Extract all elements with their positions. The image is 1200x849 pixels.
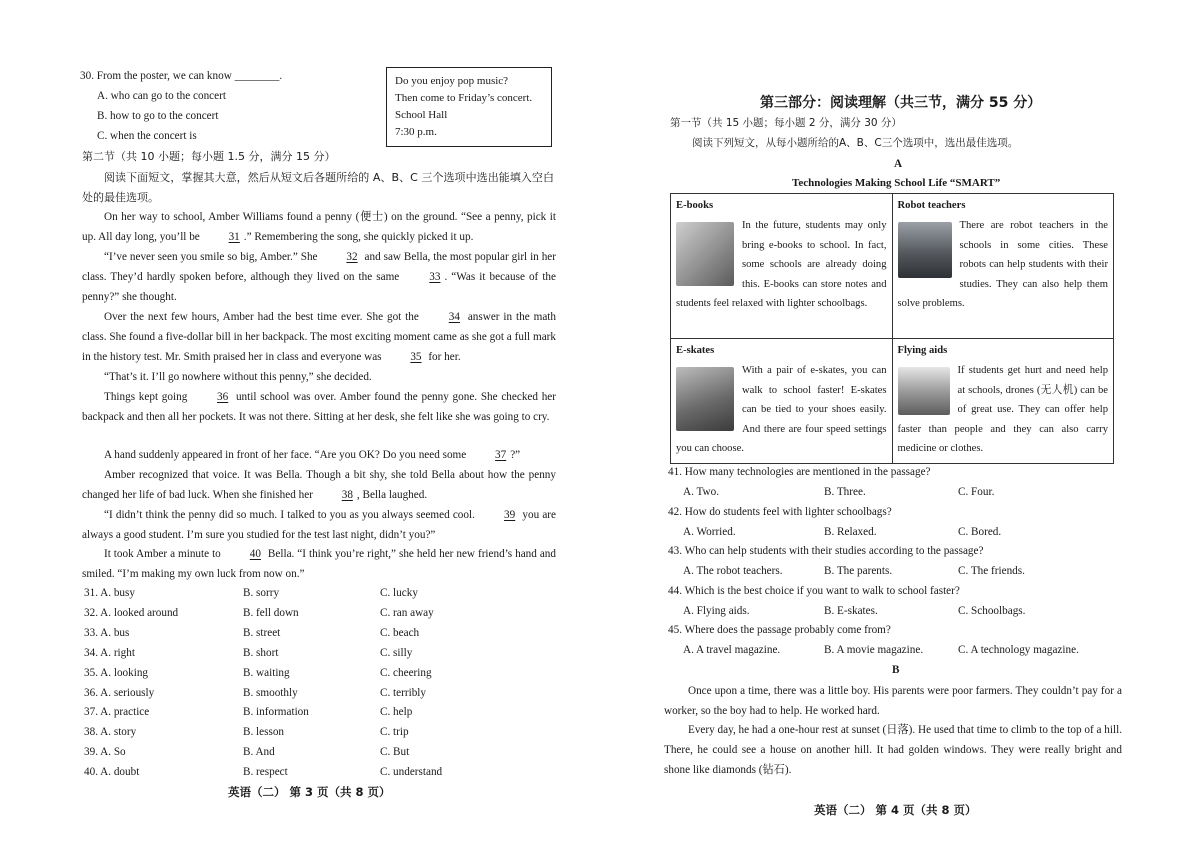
passage-b-letter: B [892,664,900,676]
answer-option: 38. A. story [84,726,137,739]
answer-option: B. short [243,646,279,659]
answer-option: C. But [380,746,410,759]
question-option: A. Worried. [683,525,736,538]
question-stem: 42. How do students feel with lighter schoolbags? [668,505,892,518]
skates-image [676,367,734,431]
blank-36: 36 [217,391,229,403]
passage-paragraph: “That’s it. I’ll go nowhere without this penny,” she decided. [104,371,372,383]
answer-option: 40. A. doubt [84,766,140,779]
question-option: B. Relaxed. [824,525,877,538]
tech-title: Robot teachers [897,200,966,211]
passage-text: A hand suddenly appeared in front of her face. “Are you OK? Do you need some [104,449,470,461]
question-option: A. Flying aids. [683,604,750,617]
drone-image [898,367,950,415]
poster-line: Do you enjoy pop music? [395,75,509,87]
answer-option: C. understand [380,766,443,779]
answer-option: B. street [243,626,281,639]
ebook-image [676,222,734,286]
passage-b-paragraph: Every day, he had a one-hour rest at sunset (日落). He used that time to climb to the top of a hill. There, he could see a house on another hill. It had golden windows. They were really bright and shone like diamonds (钻石). [664,724,1122,776]
passage-text: Amber recognized that voice. It was Bella. Though a bit shy, she told Bella about how the penny changed her life of bad luck. When she finished her [82,469,556,501]
passage-text: for her. [425,350,461,363]
tech-cell-flying-aids [892,339,1114,464]
blank-35: 35 [410,350,422,363]
section1-instruction: 阅读下列短文，从每小题所给的A、B、C三个选项中，选出最佳选项。 [692,137,1019,149]
passage-text: ?” [510,449,521,461]
passage-text: Over the next few hours, Amber had the best time ever. She got the [104,311,423,323]
question-stem: 41. How many technologies are mentioned in the passage? [668,466,931,478]
robot-image [898,222,952,278]
page-footer: 英语（二） 第 4 页（共 8 页） [814,803,977,817]
tech-text: With a pair of e-skates, you can walk to school faster! E-skates can be tied to your shoes easily. And there are four speed settings you can choose. [676,365,887,455]
answer-option: C. cheering [380,666,432,679]
answer-option: B. respect [243,766,288,779]
passage-text: “I’ve never seen you smile so big, Amber.” She [104,251,321,263]
passage-text: Bella. “I think you’re right,” she held her new friend’s hand and smiled. “I’m making my own luck from now on.” [82,548,556,580]
tech-cell-e-skates [671,339,893,464]
part-title: 第三部分：阅读理解（共三节，满分 55 分） [760,95,1042,111]
page-footer: 英语（二） 第 3 页（共 8 页） [228,785,391,799]
blank-37: 37 [495,449,507,461]
blank-39: 39 [504,509,516,521]
answer-option: C. help [380,706,413,719]
answer-option: 35. A. looking [84,666,149,679]
passage-text: .” Remembering the song, she quickly picked it up. [243,230,474,243]
technology-table [670,193,1114,464]
question-option: C. The friends. [958,565,1025,578]
blank-40: 40 [249,548,261,560]
answer-option: C. silly [380,646,413,659]
blank-34: 34 [448,311,460,323]
question-option: B. The parents. [824,565,893,578]
q30-option-b: B. how to go to the concert [97,110,219,122]
tech-cell-robot-teachers [892,194,1114,339]
question-option: C. Four. [958,486,995,498]
section2-title: 第二节（共 10 小题；每小题 1.5 分，满分 15 分） [82,150,336,163]
answer-option: B. smoothly [243,686,298,699]
passage-a-title: Technologies Making School Life “SMART” [792,177,1001,189]
question-option: C. Schoolbags. [958,604,1026,617]
blank-32: 32 [346,251,358,263]
passage-text: until school was over. Amber found the penny gone. She checked her backpack and then all her pockets. It was not there. Sitting at her desk, she felt like she was going to cry. [82,391,556,423]
passage-text: Things kept going [104,391,192,403]
answer-option: 39. A. So [84,746,126,759]
answer-option: C. ran away [380,606,434,619]
answer-option: C. trip [380,726,409,739]
answer-option: 34. A. right [84,646,135,659]
passage-text: “I didn’t think the penny did so much. I talked to you as you always seemed cool. [104,509,479,521]
passage-text: you are always a good student. I’m sure you studied for the test last night, didn’t you?” [82,509,556,541]
answer-option: 37. A. practice [84,706,150,719]
tech-cell-ebooks [671,194,893,339]
answer-option: C. lucky [380,587,418,599]
passage-a-letter: A [894,158,903,170]
passage-text: and saw Bella, the most popular girl in her class. They’d hardly spoken before, although they lived on the same [82,251,556,283]
answer-option: C. terribly [380,686,426,699]
answer-option: 36. A. seriously [84,686,155,699]
passage-text: It took Amber a minute to [104,548,224,560]
answer-option: B. lesson [243,726,285,739]
tech-text: In the future, students may only bring e-books to school. In fact, some schools are already doing this. E-books can store notes and students feel relaxed with lighter schoolbags. [676,220,887,310]
section1-title: 第一节（共 15 小题；每小题 2 分，满分 30 分） [670,117,902,129]
passage-text: answer in the math class. She found a five-dollar bill in her backpack. The most exciting moment came as she got a full mark in the history test. Mr. Smith praised her in class and everyone was [82,311,556,363]
poster-line: School Hall [395,109,448,121]
q30-option-a: A. who can go to the concert [97,90,226,102]
question-option: C. A technology magazine. [958,644,1079,657]
question-option: B. A movie magazine. [824,644,924,657]
q30-option-c: C. when the concert is [97,130,197,142]
question-option: B. E-skates. [824,604,878,617]
poster-line: 7:30 p.m. [395,126,437,138]
section2-instruction: 阅读下面短文，掌握其大意，然后从短文后各题所给的 A、B、C 三个选项中选出能填入空白处的最佳选项。 [82,171,554,204]
answer-option: B. waiting [243,666,290,679]
q30-stem: 30. From the poster, we can know ________. [80,70,283,82]
answer-option: B. sorry [243,587,280,599]
question-option: A. A travel magazine. [683,644,781,657]
answer-option: B. And [243,746,275,759]
blank-38: 38 [341,488,353,501]
question-option: A. The robot teachers. [683,565,783,578]
question-stem: 44. Which is the best choice if you want to walk to school faster? [668,584,960,597]
answer-option: 31. A. busy [84,587,135,599]
tech-text: If students get hurt and need help at schools, drones (无人机) can be of great use. They can offer help faster than people and they can also carry medicine or clothes. [897,365,1108,455]
poster-line: Then come to Friday’s concert. [395,92,533,104]
tech-title: Flying aids [897,345,948,356]
tech-title: E-skates [676,345,715,356]
tech-text: There are robot teachers in the schools in some cities. These robots can help students with their studies. They can also help them solve problems. [897,220,1108,310]
question-stem: 43. Who can help students with their studies according to the passage? [668,545,984,558]
blank-33: 33 [429,270,441,283]
answer-option: 33. A. bus [84,626,130,639]
blank-31: 31 [228,230,240,243]
tech-title: E-books [676,200,714,211]
passage-text: . “Was it because of the penny?” she thought. [82,270,556,303]
passage-text: On her way to school, Amber Williams found a penny (便士) on the ground. “See a penny, pick it up. All day long, you’ll be [82,211,556,243]
answer-option: B. information [243,706,309,719]
answer-option: C. beach [380,626,420,639]
question-option: B. Three. [824,486,866,498]
question-stem: 45. Where does the passage probably come from? [668,624,891,637]
passage-b-paragraph: Once upon a time, there was a little boy. His parents were poor farmers. They couldn’t pay for a worker, so the boy had to help. He worked hard. [664,685,1122,717]
passage-text: , Bella laughed. [356,488,428,501]
answer-option: B. fell down [243,606,299,619]
question-option: A. Two. [683,486,719,498]
question-option: C. Bored. [958,525,1002,538]
answer-option: 32. A. looked around [84,606,179,619]
